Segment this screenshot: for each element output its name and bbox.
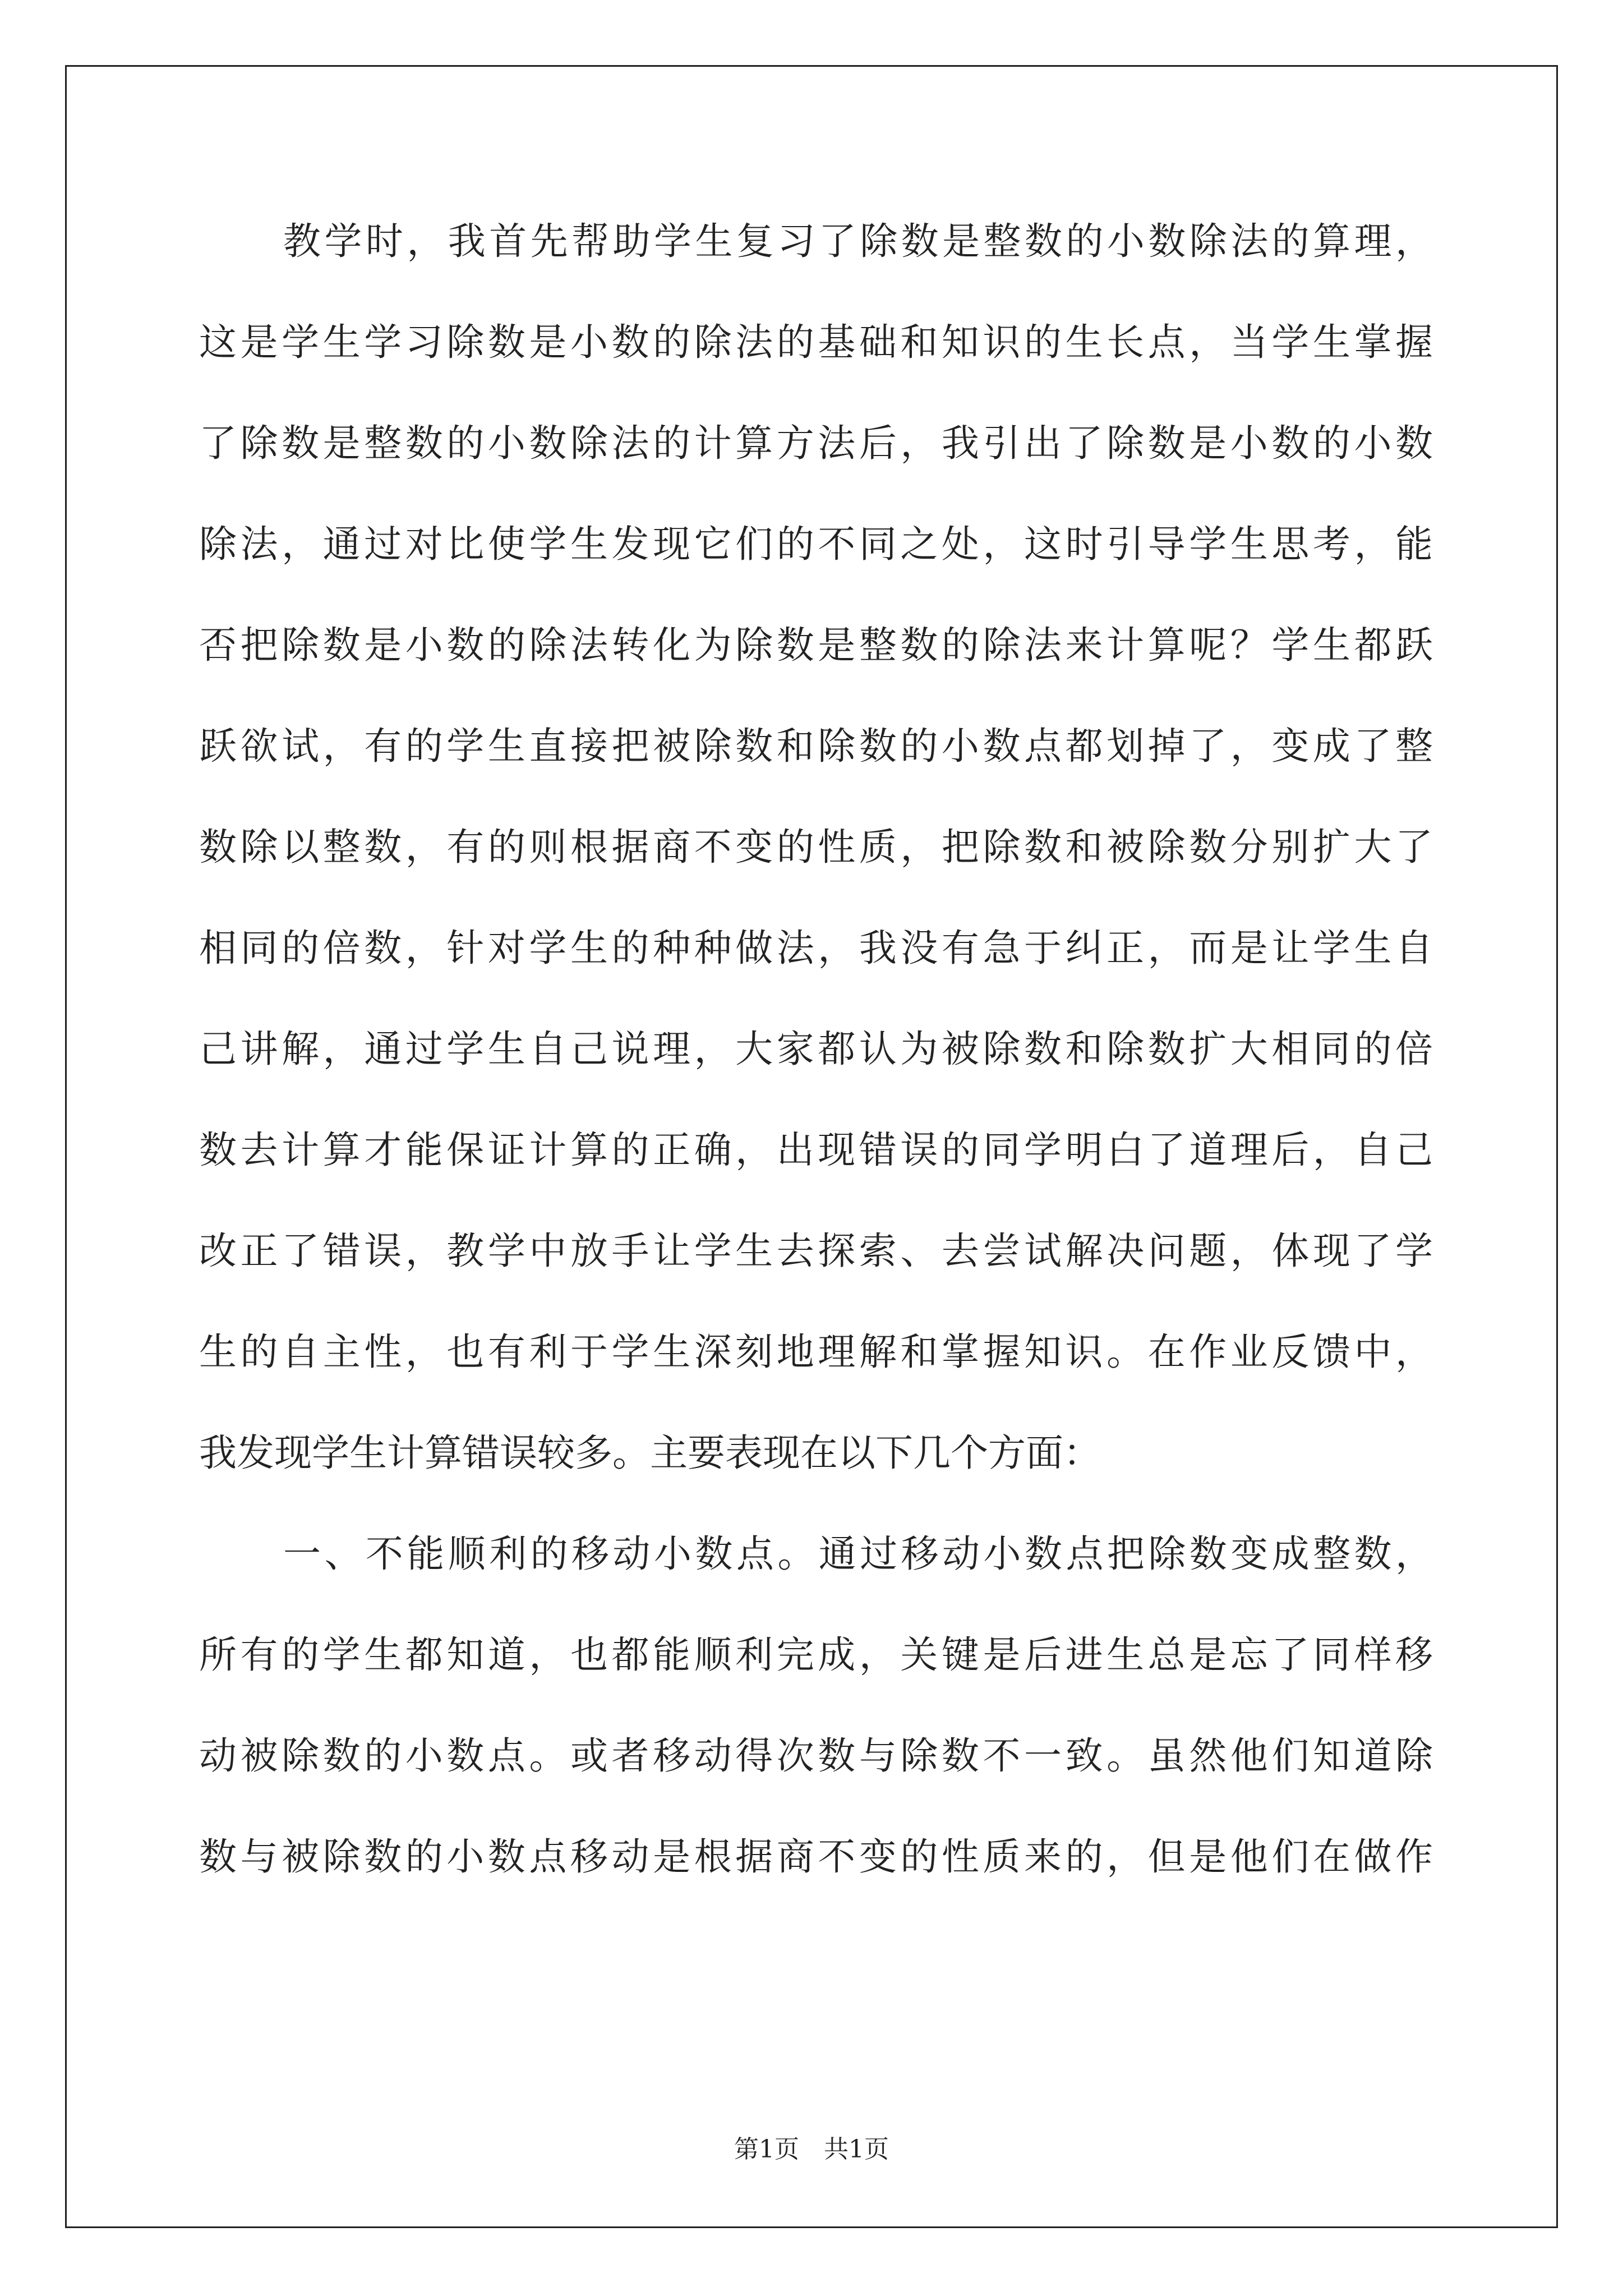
paragraph-1-line-10: 数去计算才能保证计算的正确，出现错误的同学明白了道理后，自己 bbox=[199, 1128, 1433, 1172]
paragraph-2-line-1: 一、不能顺利的移动小数点。通过移动小数点把除数变成整数， bbox=[283, 1532, 1433, 1576]
paragraph-2-line-3: 动被除数的小数点。或者移动得次数与除数不一致。虽然他们知道除 bbox=[199, 1734, 1433, 1778]
paragraph-1-line-6: 跃欲试，有的学生直接把被除数和除数的小数点都划掉了，变成了整 bbox=[199, 724, 1433, 768]
paragraph-1-line-9: 己讲解，通过学生自己说理，大家都认为被除数和除数扩大相同的倍 bbox=[199, 1027, 1433, 1071]
page-footer: 第1页 共1页 bbox=[734, 2135, 889, 2164]
paragraph-1-line-7: 数除以整数，有的则根据商不变的性质，把除数和被除数分别扩大了 bbox=[199, 825, 1433, 869]
paragraph-1-line-13: 我发现学生计算错误较多。主要表现在以下几个方面： bbox=[199, 1431, 1101, 1475]
paragraph-2-line-4: 数与被除数的小数点移动是根据商不变的性质来的，但是他们在做作 bbox=[199, 1835, 1433, 1879]
paragraph-1-line-2: 这是学生学习除数是小数的除法的基础和知识的生长点，当学生掌握 bbox=[199, 320, 1433, 364]
paragraph-1-line-12: 生的自主性，也有利于学生深刻地理解和掌握知识。在作业反馈中， bbox=[199, 1330, 1433, 1374]
paragraph-1-line-8: 相同的倍数，针对学生的种种做法，我没有急于纠正，而是让学生自 bbox=[199, 926, 1433, 970]
paragraph-1-line-11: 改正了错误，教学中放手让学生去探索、去尝试解决问题，体现了学 bbox=[199, 1229, 1433, 1273]
paragraph-1-line-4: 除法，通过对比使学生发现它们的不同之处，这时引导学生思考，能 bbox=[199, 522, 1433, 566]
paragraph-1-line-1: 教学时，我首先帮助学生复习了除数是整数的小数除法的算理， bbox=[283, 219, 1433, 263]
paragraph-2-line-2: 所有的学生都知道，也都能顺利完成，关键是后进生总是忘了同样移 bbox=[199, 1633, 1433, 1677]
paragraph-1-line-3: 了除数是整数的小数除法的计算方法后，我引出了除数是小数的小数 bbox=[199, 421, 1433, 465]
paragraph-1-line-5: 否把除数是小数的除法转化为除数是整数的除法来计算呢？学生都跃 bbox=[199, 623, 1433, 667]
